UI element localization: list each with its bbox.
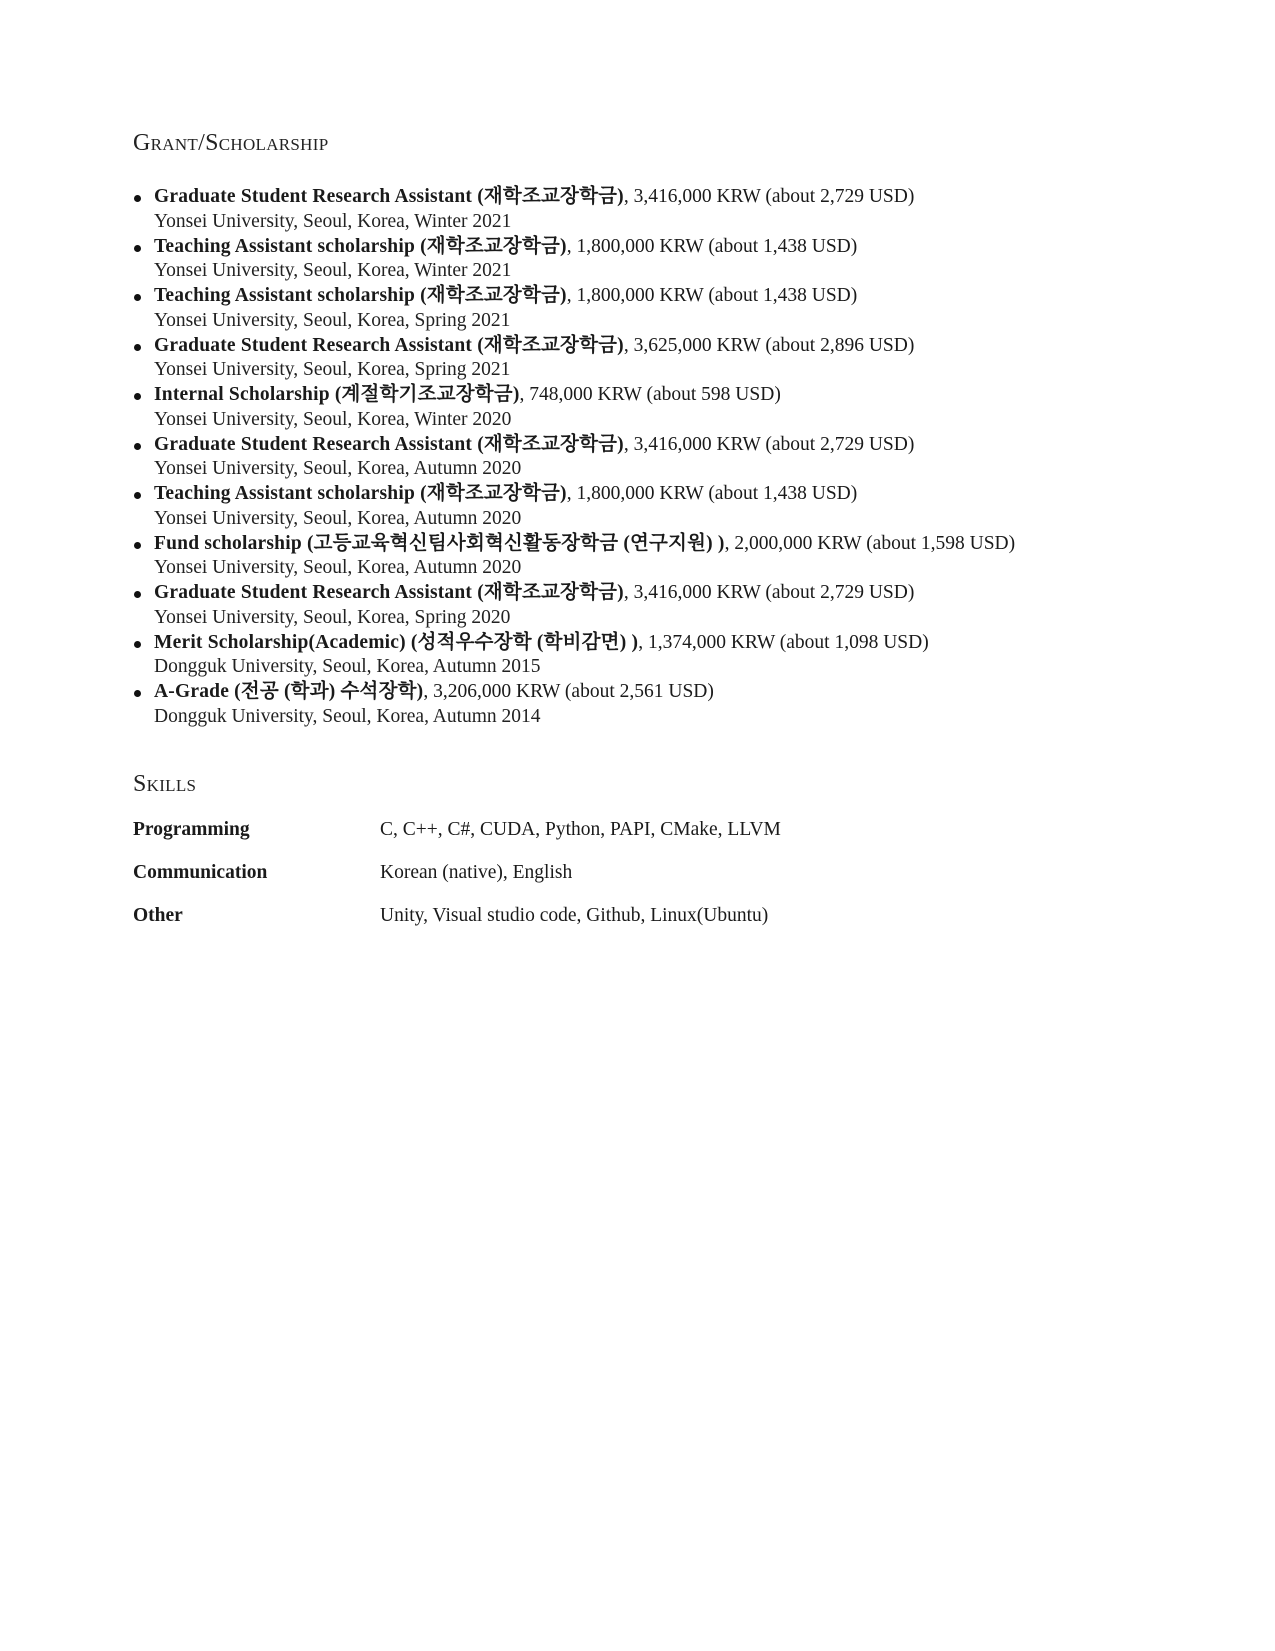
grant-location: Yonsei University, Seoul, Korea, Autumn 2020 [154, 458, 522, 479]
bullet-icon [134, 344, 141, 351]
grant-location: Yonsei University, Seoul, Korea, Spring 2021 [154, 309, 511, 331]
grant-amount: , 3,416,000 KRW (about 2,729 USD) [623, 582, 915, 603]
grant-item [133, 631, 1253, 681]
bullet-icon [134, 393, 141, 400]
grant-name: Internal Scholarship (계절학기조교장학금) [154, 384, 520, 405]
grant-item [133, 482, 1253, 532]
grant-amount: , 748,000 KRW (about 598 USD) [519, 384, 781, 405]
grant-name: A-Grade (전공 (학과) 수석장학) [154, 681, 424, 702]
grant-amount: , 3,416,000 KRW (about 2,729 USD) [623, 186, 915, 207]
grant-location: Yonsei University, Seoul, Korea, Spring 2021 [154, 359, 511, 380]
grant-name: Fund scholarship (고등교육혁신팀사회혁신활동장학금 (연구지원) ) [154, 532, 725, 554]
grant-item [133, 532, 1253, 582]
grant-item [133, 334, 1253, 384]
grant-name: Teaching Assistant scholarship (재학조교장학금) [154, 285, 567, 306]
grant-location: Yonsei University, Seoul, Korea, Winter 2020 [154, 408, 512, 430]
grant-name: Graduate Student Research Assistant (재학조교장학금) [154, 582, 624, 603]
skill-value: C, C++, C#, CUDA, Python, PAPI, CMake, LLVM [380, 819, 781, 840]
grant-location: Dongguk University, Seoul, Korea, Autumn 2014 [154, 705, 541, 727]
grant-name: Teaching Assistant scholarship (재학조교장학금) [154, 235, 567, 257]
grant-section-title: Grant/Scholarship [133, 130, 329, 156]
bullet-icon [134, 195, 141, 202]
grant-location: Yonsei University, Seoul, Korea, Spring 2020 [154, 606, 511, 628]
grant-name: Graduate Student Research Assistant (재학조교장학금) [154, 433, 624, 455]
grant-amount: , 2,000,000 KRW (about 1,598 USD) [724, 532, 1016, 554]
grant-name: Graduate Student Research Assistant (재학조교장학금) [154, 334, 624, 356]
bullet-icon [134, 294, 141, 301]
grant-amount: , 3,625,000 KRW (about 2,896 USD) [623, 334, 915, 356]
grant-location: Yonsei University, Seoul, Korea, Autumn 2020 [154, 557, 522, 578]
skill-label: Other [133, 905, 183, 926]
grant-item [133, 433, 1253, 483]
grant-item [133, 235, 1253, 285]
bullet-icon [134, 443, 141, 450]
grant-item [133, 284, 1253, 334]
grant-amount: , 1,800,000 KRW (about 1,438 USD) [566, 483, 858, 504]
skills-section-title: Skills [133, 771, 197, 797]
grant-amount: , 1,800,000 KRW (about 1,438 USD) [566, 235, 858, 257]
grant-name: Teaching Assistant scholarship (재학조교장학금) [154, 483, 567, 504]
grant-item [133, 581, 1253, 631]
grant-name: Graduate Student Research Assistant (재학조교장학금) [154, 186, 624, 207]
skill-row-communication [133, 861, 1133, 904]
grant-location: Yonsei University, Seoul, Korea, Winter 2021 [154, 210, 512, 232]
grant-amount: , 3,206,000 KRW (about 2,561 USD) [423, 681, 714, 702]
grant-name: Merit Scholarship(Academic) (성적우수장학 (학비감면) ) [154, 631, 639, 653]
grant-item [133, 185, 1253, 235]
skills-table [133, 818, 1133, 947]
bullet-icon [134, 591, 141, 598]
grant-location: Yonsei University, Seoul, Korea, Autumn 2020 [154, 507, 522, 529]
grant-amount: , 3,416,000 KRW (about 2,729 USD) [623, 433, 915, 455]
bullet-icon [134, 690, 141, 697]
grant-location: Yonsei University, Seoul, Korea, Winter 2021 [154, 260, 512, 281]
skill-value: Unity, Visual studio code, Github, Linux(Ubuntu) [380, 905, 769, 926]
grant-amount: , 1,800,000 KRW (about 1,438 USD) [566, 285, 858, 306]
bullet-icon [134, 641, 141, 648]
grant-location: Dongguk University, Seoul, Korea, Autumn 2015 [154, 656, 541, 677]
bullet-icon [134, 245, 141, 252]
grant-amount: , 1,374,000 KRW (about 1,098 USD) [638, 631, 929, 653]
skill-row-programming [133, 818, 1133, 861]
skill-label: Programming [133, 819, 250, 840]
skill-label: Communication [133, 862, 268, 883]
grant-item [133, 680, 1253, 730]
skill-row-other [133, 904, 1133, 947]
bullet-icon [134, 492, 141, 499]
bullet-icon [134, 542, 141, 549]
grant-item [133, 383, 1253, 433]
skill-value: Korean (native), English [380, 862, 573, 883]
grant-list [133, 185, 1253, 730]
